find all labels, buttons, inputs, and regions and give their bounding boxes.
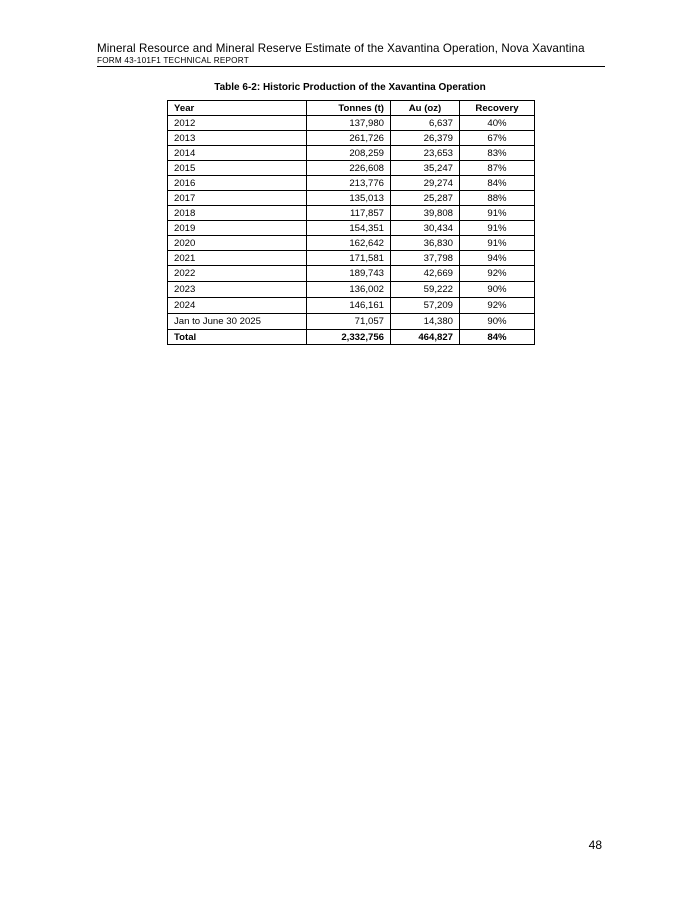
cell-recovery: 92% — [460, 266, 535, 282]
cell-recovery: 91% — [460, 221, 535, 236]
table-row — [168, 131, 535, 146]
cell-tonnes: 137,980 — [307, 116, 391, 131]
total-au: 464,827 — [391, 330, 460, 345]
report-form-subtitle: FORM 43-101F1 TECHNICAL REPORT — [97, 56, 249, 65]
cell-au: 25,287 — [391, 191, 460, 206]
cell-au: 23,653 — [391, 146, 460, 161]
cell-year: 2013 — [168, 131, 307, 146]
cell-tonnes: 71,057 — [307, 314, 391, 330]
column-header-au: Au (oz) — [391, 101, 460, 116]
table-row — [168, 282, 535, 298]
total-label: Total — [168, 330, 307, 345]
total-tonnes: 2,332,756 — [307, 330, 391, 345]
cell-recovery: 40% — [460, 116, 535, 131]
column-header-tonnes: Tonnes (t) — [307, 101, 391, 116]
cell-au: 36,830 — [391, 236, 460, 251]
cell-au: 37,798 — [391, 251, 460, 266]
cell-au: 30,434 — [391, 221, 460, 236]
cell-tonnes: 171,581 — [307, 251, 391, 266]
cell-recovery: 91% — [460, 236, 535, 251]
cell-recovery: 83% — [460, 146, 535, 161]
cell-year: 2019 — [168, 221, 307, 236]
cell-tonnes: 261,726 — [307, 131, 391, 146]
cell-recovery: 90% — [460, 282, 535, 298]
cell-tonnes: 162,642 — [307, 236, 391, 251]
cell-recovery: 67% — [460, 131, 535, 146]
cell-tonnes: 208,259 — [307, 146, 391, 161]
cell-au: 6,637 — [391, 116, 460, 131]
table-row — [168, 251, 535, 266]
cell-recovery: 92% — [460, 298, 535, 314]
cell-au: 42,669 — [391, 266, 460, 282]
table-row — [168, 236, 535, 251]
cell-year: Jan to June 30 2025 — [168, 314, 307, 330]
header-divider — [97, 66, 605, 67]
cell-tonnes: 136,002 — [307, 282, 391, 298]
cell-year: 2024 — [168, 298, 307, 314]
cell-year: 2018 — [168, 206, 307, 221]
cell-year: 2023 — [168, 282, 307, 298]
cell-au: 35,247 — [391, 161, 460, 176]
table-caption: Table 6-2: Historic Production of the Xavantina Operation — [214, 82, 486, 93]
table-row — [168, 298, 535, 314]
table-row — [168, 116, 535, 131]
cell-au: 39,808 — [391, 206, 460, 221]
column-header-year: Year — [168, 101, 307, 116]
table-row — [168, 266, 535, 282]
table-row — [168, 176, 535, 191]
cell-recovery: 84% — [460, 176, 535, 191]
cell-year: 2021 — [168, 251, 307, 266]
cell-tonnes: 117,857 — [307, 206, 391, 221]
table-header-row — [168, 101, 535, 116]
cell-recovery: 91% — [460, 206, 535, 221]
cell-tonnes: 146,161 — [307, 298, 391, 314]
cell-tonnes: 189,743 — [307, 266, 391, 282]
cell-year: 2020 — [168, 236, 307, 251]
cell-year: 2012 — [168, 116, 307, 131]
page-header — [97, 42, 604, 66]
cell-recovery: 88% — [460, 191, 535, 206]
cell-recovery: 94% — [460, 251, 535, 266]
historic-production-table — [167, 100, 535, 345]
cell-year: 2016 — [168, 176, 307, 191]
table-row — [168, 146, 535, 161]
column-header-recovery: Recovery — [460, 101, 535, 116]
cell-year: 2014 — [168, 146, 307, 161]
cell-tonnes: 154,351 — [307, 221, 391, 236]
table-row — [168, 221, 535, 236]
cell-au: 29,274 — [391, 176, 460, 191]
cell-au: 59,222 — [391, 282, 460, 298]
table-row — [168, 206, 535, 221]
table-row — [168, 314, 535, 330]
cell-au: 14,380 — [391, 314, 460, 330]
table-total-row — [168, 330, 535, 345]
cell-tonnes: 213,776 — [307, 176, 391, 191]
cell-au: 26,379 — [391, 131, 460, 146]
report-title: Mineral Resource and Mineral Reserve Estimate of the Xavantina Operation, Nova Xavantina — [97, 42, 585, 55]
total-recovery: 84% — [460, 330, 535, 345]
cell-au: 57,209 — [391, 298, 460, 314]
page-number: 48 — [588, 838, 602, 852]
cell-tonnes: 226,608 — [307, 161, 391, 176]
cell-tonnes: 135,013 — [307, 191, 391, 206]
cell-recovery: 87% — [460, 161, 535, 176]
cell-year: 2022 — [168, 266, 307, 282]
cell-year: 2017 — [168, 191, 307, 206]
table-body — [168, 116, 535, 330]
table-row — [168, 161, 535, 176]
cell-year: 2015 — [168, 161, 307, 176]
table-row — [168, 191, 535, 206]
cell-recovery: 90% — [460, 314, 535, 330]
